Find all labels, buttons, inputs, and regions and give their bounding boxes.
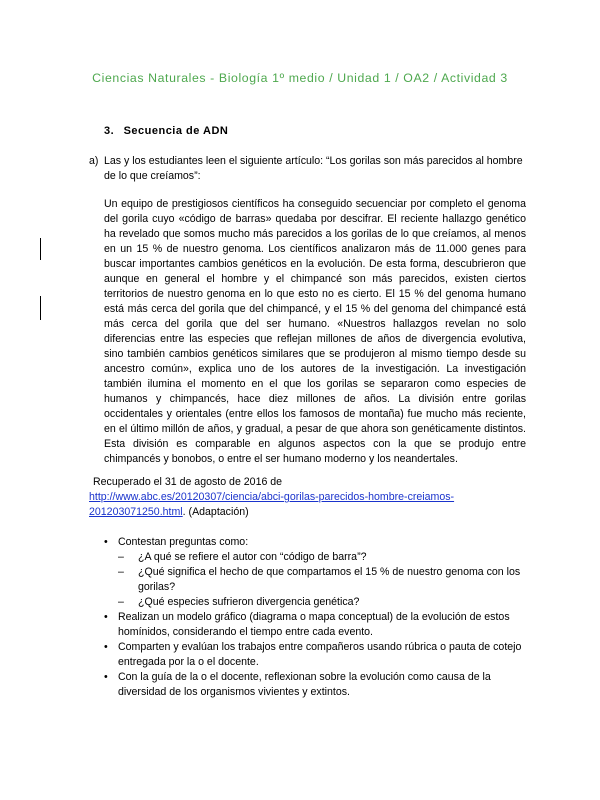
bullet-text: Comparten y evalúan los trabajos entre compañeros usando rúbrica o pauta de cotejo entregada por la o el docente.: [118, 641, 522, 668]
section-heading: [104, 125, 228, 137]
source-suffix: . (Adaptación): [182, 506, 249, 518]
source-intro: Recuperado el 31 de agosto de 2016 de: [93, 476, 283, 488]
change-bar: [40, 296, 41, 320]
dash-icon: –: [118, 551, 124, 563]
list-item: [104, 640, 534, 670]
item-a: [89, 154, 529, 184]
section-number: 3.: [104, 125, 115, 137]
source-link-line1: http://www.abc.es/20120307/ciencia/abci-gorilas-parecidos-hombre-creiamos-: [89, 491, 455, 503]
activity-bullets: [104, 535, 534, 700]
list-item: [104, 565, 534, 595]
source-citation: [89, 475, 529, 520]
item-a-text: Las y los estudiantes leen el siguiente artículo: “Los gorilas son más parecidos al hombre de lo que creíamos”:: [104, 155, 523, 182]
list-item: [104, 595, 534, 610]
bullet-text: Realizan un modelo gráfico (diagrama o mapa conceptual) de la evolución de estos homínidos, considerando el tiempo entre cada evento.: [118, 611, 510, 638]
change-bar: [40, 238, 41, 260]
source-link[interactable]: [89, 491, 454, 518]
item-a-label: a): [89, 155, 99, 167]
section-title: Secuencia de ADN: [123, 125, 229, 137]
dash-icon: –: [118, 596, 124, 608]
bullet-icon: •: [104, 611, 108, 623]
question-text: ¿Qué especies sufrieron divergencia genética?: [138, 596, 360, 608]
question-text: ¿Qué significa el hecho de que compartamos el 15 % de nuestro genoma con los gorilas?: [138, 566, 521, 593]
list-item: [104, 550, 534, 565]
page-header: Ciencias Naturales - Biología 1º medio / Unidad 1 / OA2 / Actividad 3: [92, 71, 508, 85]
article-paragraph: Un equipo de prestigiosos científicos ha conseguido secuenciar por completo el genoma del gorila cuyo «código de barras» quedaba por descifrar. El reciente hallazgo genético ha revelado que somos mucho más parecidos a los gorilas de lo que creíamos, al menos en un 15 % de nuestro genoma. Los científicos analizaron más de 11.000 genes para buscar importantes cambios genéticos en la evolución. De esta forma, descubrieron que aunque en general el hombre y el chimpancé son más parecidos, existen ciertos territorios de nuestro genoma en lo que esto no es cierto. El 15 % del genoma humano está más cerca del gorila que del chimpancé, y el 15 % del genoma del chimpancé está más cerca del gorila que del ser humano. «Nuestros hallazgos revelan no solo diferencias entre las especies que reflejan millones de años de divergencia evolutiva, sino también cambios genéticos similares que se produjeron al mismo tiempo desde su ancestro común», explica uno de los autores de la investigación. La investigación también ilumina el momento en el que los gorilas se separaron como especies de humanos y chimpancés, hace diez millones de años. La división entre gorilas occidentales y orientales (entre ellos los famosos de montaña) fue mucho más reciente, en el último millón de años, y gradual, a pesar de que ahora son genéticamente distintos. Esta división es comparable en algunos aspectos con la que se produjo entre chimpancés y bonobos, o entre el ser humano moderno y los neandertales.: [104, 198, 526, 465]
bullet-text: Contestan preguntas como:: [118, 536, 249, 548]
bullet-icon: •: [104, 536, 108, 548]
bullet-text: Con la guía de la o el docente, reflexionan sobre la evolución como causa de la diversidad de los organismos vivientes y extintos.: [118, 671, 491, 698]
list-item: [104, 670, 534, 700]
source-link-line2: 201203071250.html: [89, 506, 183, 518]
bullet-icon: •: [104, 641, 108, 653]
dash-icon: –: [118, 566, 124, 578]
bullet-icon: •: [104, 671, 108, 683]
list-item: [104, 610, 534, 640]
question-text: ¿A qué se refiere el autor con “código de barra”?: [138, 551, 367, 563]
list-item: [104, 535, 534, 550]
